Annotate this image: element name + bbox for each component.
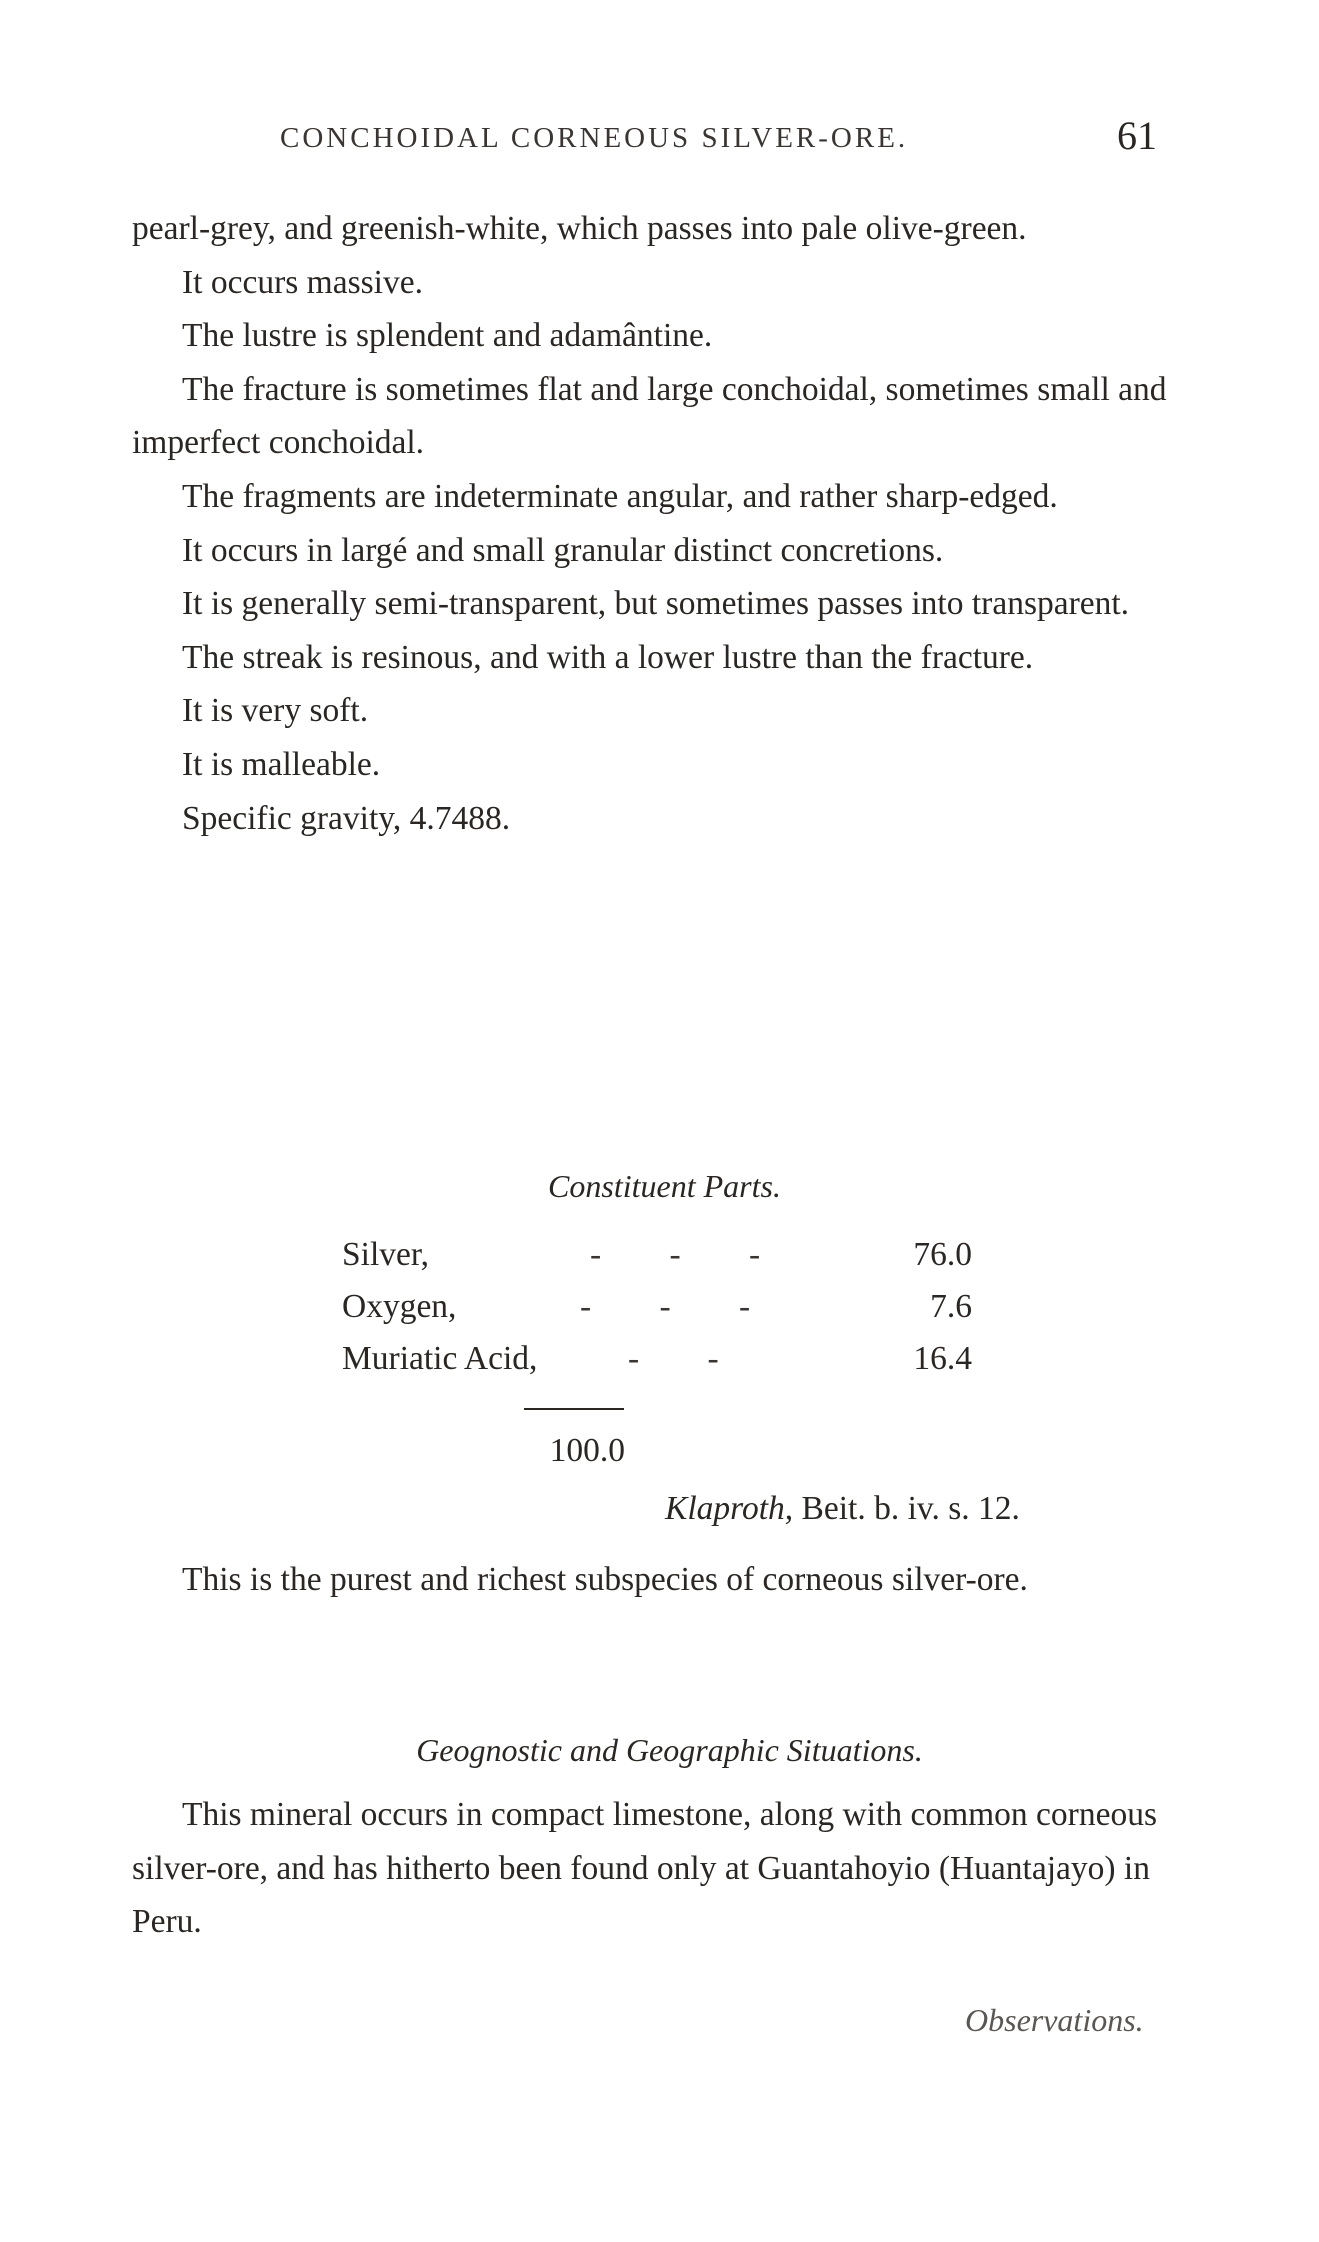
paragraph: It occurs in largé and small granular distinct concretions. [182, 531, 944, 569]
leader-dashes: - - [628, 1340, 749, 1377]
constituent-parts-heading: Constituent Parts. [548, 1168, 781, 1204]
leader-dashes: - - - [580, 1288, 781, 1325]
table-row [342, 1236, 1002, 1288]
constituent-name: Silver, [342, 1236, 430, 1273]
paragraph: pearl-grey, and greenish-white, which passes into pale olive-green. [132, 210, 1027, 247]
constituent-name: Muriatic Acid, [342, 1340, 538, 1377]
paragraph: The streak is resinous, and with a lower lustre than the fracture. [182, 638, 1034, 676]
catchword: Observations. [965, 2002, 1144, 2038]
paragraph: The lustre is splendent and adamântine. [182, 317, 713, 355]
citation-reference: Beit. b. iv. s. 12. [801, 1490, 1020, 1527]
running-title: CONCHOIDAL CORNEOUS SILVER-ORE. [280, 122, 909, 154]
constituent-value: 16.4 [913, 1340, 972, 1377]
total-value: 100.0 [549, 1432, 625, 1469]
paragraph: The fragments are indeterminate angular, and rather sharp-edged. [182, 477, 1058, 515]
paragraph: It is generally semi-transparent, but sometimes passes into transparent. [182, 585, 1130, 623]
leader-dashes: - - - [590, 1236, 791, 1273]
constituent-value: 76.0 [913, 1236, 972, 1273]
paragraph: It is very soft. [182, 692, 369, 730]
paragraph: Specific gravity, 4.7488. [182, 799, 511, 837]
description-text [132, 202, 1182, 845]
geognostic-text [132, 1788, 1182, 1949]
constituent-value: 7.6 [930, 1288, 972, 1325]
geognostic-heading: Geognostic and Geographic Situations. [416, 1732, 923, 1768]
page-number: 61 [1117, 113, 1157, 158]
citation [665, 1490, 1020, 1528]
table-row [342, 1288, 1002, 1340]
citation-author: Klaproth, [665, 1490, 794, 1527]
page-header [280, 112, 1180, 162]
constituent-name: Oxygen, [342, 1288, 457, 1325]
paragraph: It is malleable. [182, 745, 381, 783]
table-row [342, 1340, 1002, 1392]
remark-text [132, 1553, 1182, 1607]
paragraph: It occurs massive. [182, 263, 423, 301]
paragraph: This is the purest and richest subspecies of corneous silver-ore. [182, 1561, 1028, 1598]
paragraph: This mineral occurs in compact limestone, along with common corneous silver-ore, and has hitherto been found only at Guantahoyio (Huantajayo) in Peru. [132, 1796, 1157, 1941]
paragraph: The fracture is sometimes flat and large conchoidal, sometimes small and imperfect conchoidal. [132, 370, 1167, 462]
constituents-table [342, 1236, 1002, 1392]
sum-rule [524, 1408, 624, 1410]
